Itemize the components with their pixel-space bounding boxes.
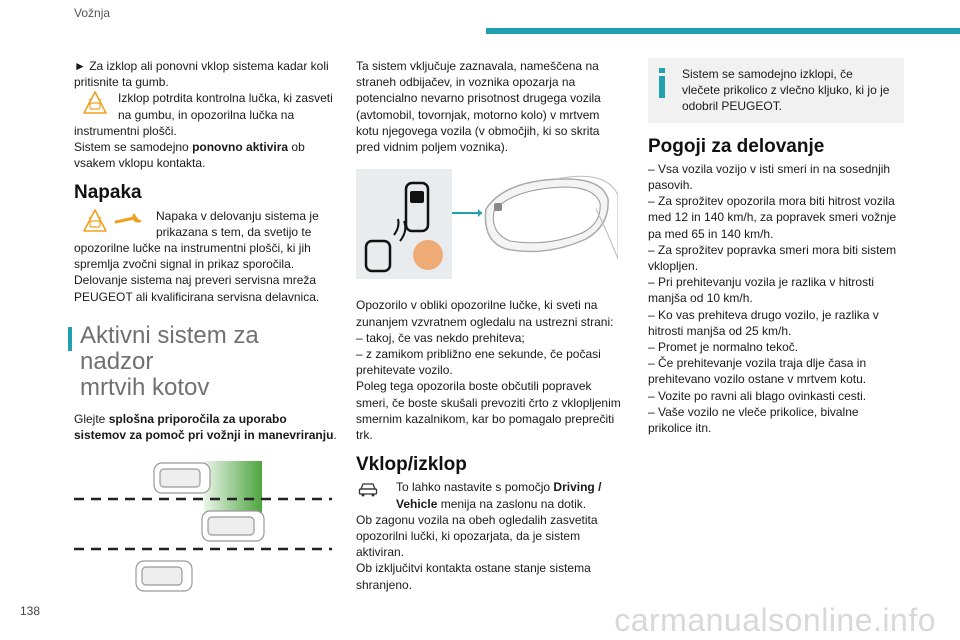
settings-paragraph bbox=[356, 479, 622, 511]
car-3 bbox=[136, 561, 192, 591]
paragraph: Napaka v delovanju sistema je prikazana s tem, da svetijo te opozorilne lučke na instrumentni plošči, ki jih spremlja zvočni signal in prikaz sporočila. bbox=[74, 208, 319, 272]
car-1 bbox=[154, 463, 210, 493]
text: Sistem se samodejno bbox=[74, 140, 193, 155]
text: menija na zaslonu na dotik. bbox=[437, 496, 587, 511]
column-middle bbox=[356, 58, 622, 593]
info-icon bbox=[650, 66, 674, 100]
section-title bbox=[80, 323, 338, 401]
text: . bbox=[333, 428, 337, 443]
heading-pogoji: Pogoji za delovanje bbox=[648, 135, 825, 157]
header-accent-bar bbox=[486, 28, 960, 34]
info-box bbox=[648, 58, 904, 123]
section-title-line: Aktivni sistem za nadzor bbox=[80, 321, 259, 375]
blind-spot-warning-icon bbox=[82, 208, 108, 234]
paragraph: ► Za izklop ali ponovni vklop sistema kadar koli pritisnite ta gumb. bbox=[74, 59, 329, 90]
blind-spot-warning-icon bbox=[82, 90, 108, 116]
list-item: – Vsa vozila vozijo v isti smeri in na sosednjih pasovih. bbox=[648, 161, 891, 193]
paragraph bbox=[356, 479, 622, 511]
info-text: Sistem se samodejno izklopi, če vlečete prikolico z vlečno kljuko, ki jo je odobril PEUGEOT. bbox=[682, 67, 890, 114]
list-item: – takoj, če vas nekdo prehiteva; bbox=[356, 330, 525, 345]
running-header: Vožnja bbox=[74, 6, 111, 20]
fault-paragraph bbox=[74, 208, 338, 273]
blind-spot-zones-illustration bbox=[74, 461, 332, 601]
list-item: – z zamikom približno ene sekunde, če počasi prehitevate vozilo. bbox=[356, 347, 601, 378]
list-item: – Vaše vozilo ne vleče prikolice, bivalne prikolice itn. bbox=[648, 404, 859, 436]
mirror-warning-illustration bbox=[356, 169, 618, 279]
section-heading bbox=[74, 323, 338, 401]
list-item: – Za sprožitev popravka smeri mora biti sistem vklopljen. bbox=[648, 242, 897, 274]
bold-text: Driving / Vehicle bbox=[396, 480, 602, 511]
list-item: – Pri prehitevanju vozila je razlika v hitrosti manjša od 10 km/h. bbox=[648, 275, 875, 306]
text: ob vsakem vklopu kontakta. bbox=[74, 140, 305, 171]
paragraph: Delovanje sistema naj preveri servisna mreža PEUGEOT ali kvalificirana servisna delavnica. bbox=[74, 273, 320, 304]
column-left bbox=[74, 58, 338, 605]
paragraph: Ob izključitvi kontakta ostane stanje sistema shranjeno. bbox=[356, 561, 591, 592]
paragraph: Opozorilo v obliki opozorilne lučke, ki sveti na zunanjem vzvratnem ogledalu na ustrezni strani: bbox=[356, 298, 614, 329]
heading-vklop-izklop: Vklop/izklop bbox=[356, 454, 467, 476]
bold-text: ponovno aktivira bbox=[192, 140, 289, 155]
paragraph bbox=[74, 139, 338, 171]
list-item: – Če prehitevanje vozila traja dlje časa in prehitevano vozilo ostane v mrtvem kotu. bbox=[648, 356, 867, 387]
list-item: – Ko vas prehiteva drugo vozilo, je razlika v hitrosti manjša od 25 km/h. bbox=[648, 307, 879, 338]
paragraph bbox=[74, 411, 338, 443]
car-2 bbox=[202, 511, 264, 541]
text: Glejte bbox=[74, 411, 109, 426]
watermark: carmanualsonline.info bbox=[614, 602, 936, 638]
wrench-icon bbox=[112, 208, 146, 230]
section-title-line: mrtvih kotov bbox=[80, 373, 210, 401]
conditions-list bbox=[648, 161, 904, 436]
list-item: – Vozite po ravni ali blago ovinkasti cesti. bbox=[648, 388, 867, 403]
car-menu-icon bbox=[358, 481, 378, 497]
page-number: 138 bbox=[20, 604, 41, 618]
paragraph: Ta sistem vključuje zaznavala, nameščena na straneh odbijačev, in voznika opozarja na potencialno nevarno prisotnost drugega vozila (avtomobil, tovornjak, motorno kolo) v mrtvem kotu njegovega vozila (v območjih, ki so skrita pred vidnim poljem voznika). bbox=[356, 59, 601, 155]
paragraph: Poleg tega opozorila boste občutili popravek smeri, če boste skušali prevoziti črto z vklopljenim smernim kazalnikom, kar bo pomagalo preprečiti trk. bbox=[356, 379, 621, 443]
warning-paragraph bbox=[74, 90, 338, 139]
heading-napaka: Napaka bbox=[74, 182, 142, 204]
paragraph: Izklop potrdita kontrolna lučka, ki zasveti na gumbu, in opozorilna lučka na instrumentni plošči. bbox=[74, 91, 333, 138]
list-item: – Za sprožitev opozorila mora biti hitrost vozila med 12 in 140 km/h, za popravek smeri vožnje pa med 65 in 140 km/h. bbox=[648, 194, 897, 241]
column-right bbox=[648, 58, 904, 436]
text: To lahko nastavite s pomočjo bbox=[396, 480, 554, 495]
paragraph: Ob zagonu vozila na obeh ogledalih zasvetita opozorilni lučki, ki opozarjata, da je sistem aktiviran. bbox=[356, 512, 598, 560]
list-item: – Promet je normalno tekoč. bbox=[648, 340, 799, 355]
bold-text: splošna priporočila za uporabo sistemov za pomoč pri vožnji in manevriranju bbox=[74, 411, 334, 443]
